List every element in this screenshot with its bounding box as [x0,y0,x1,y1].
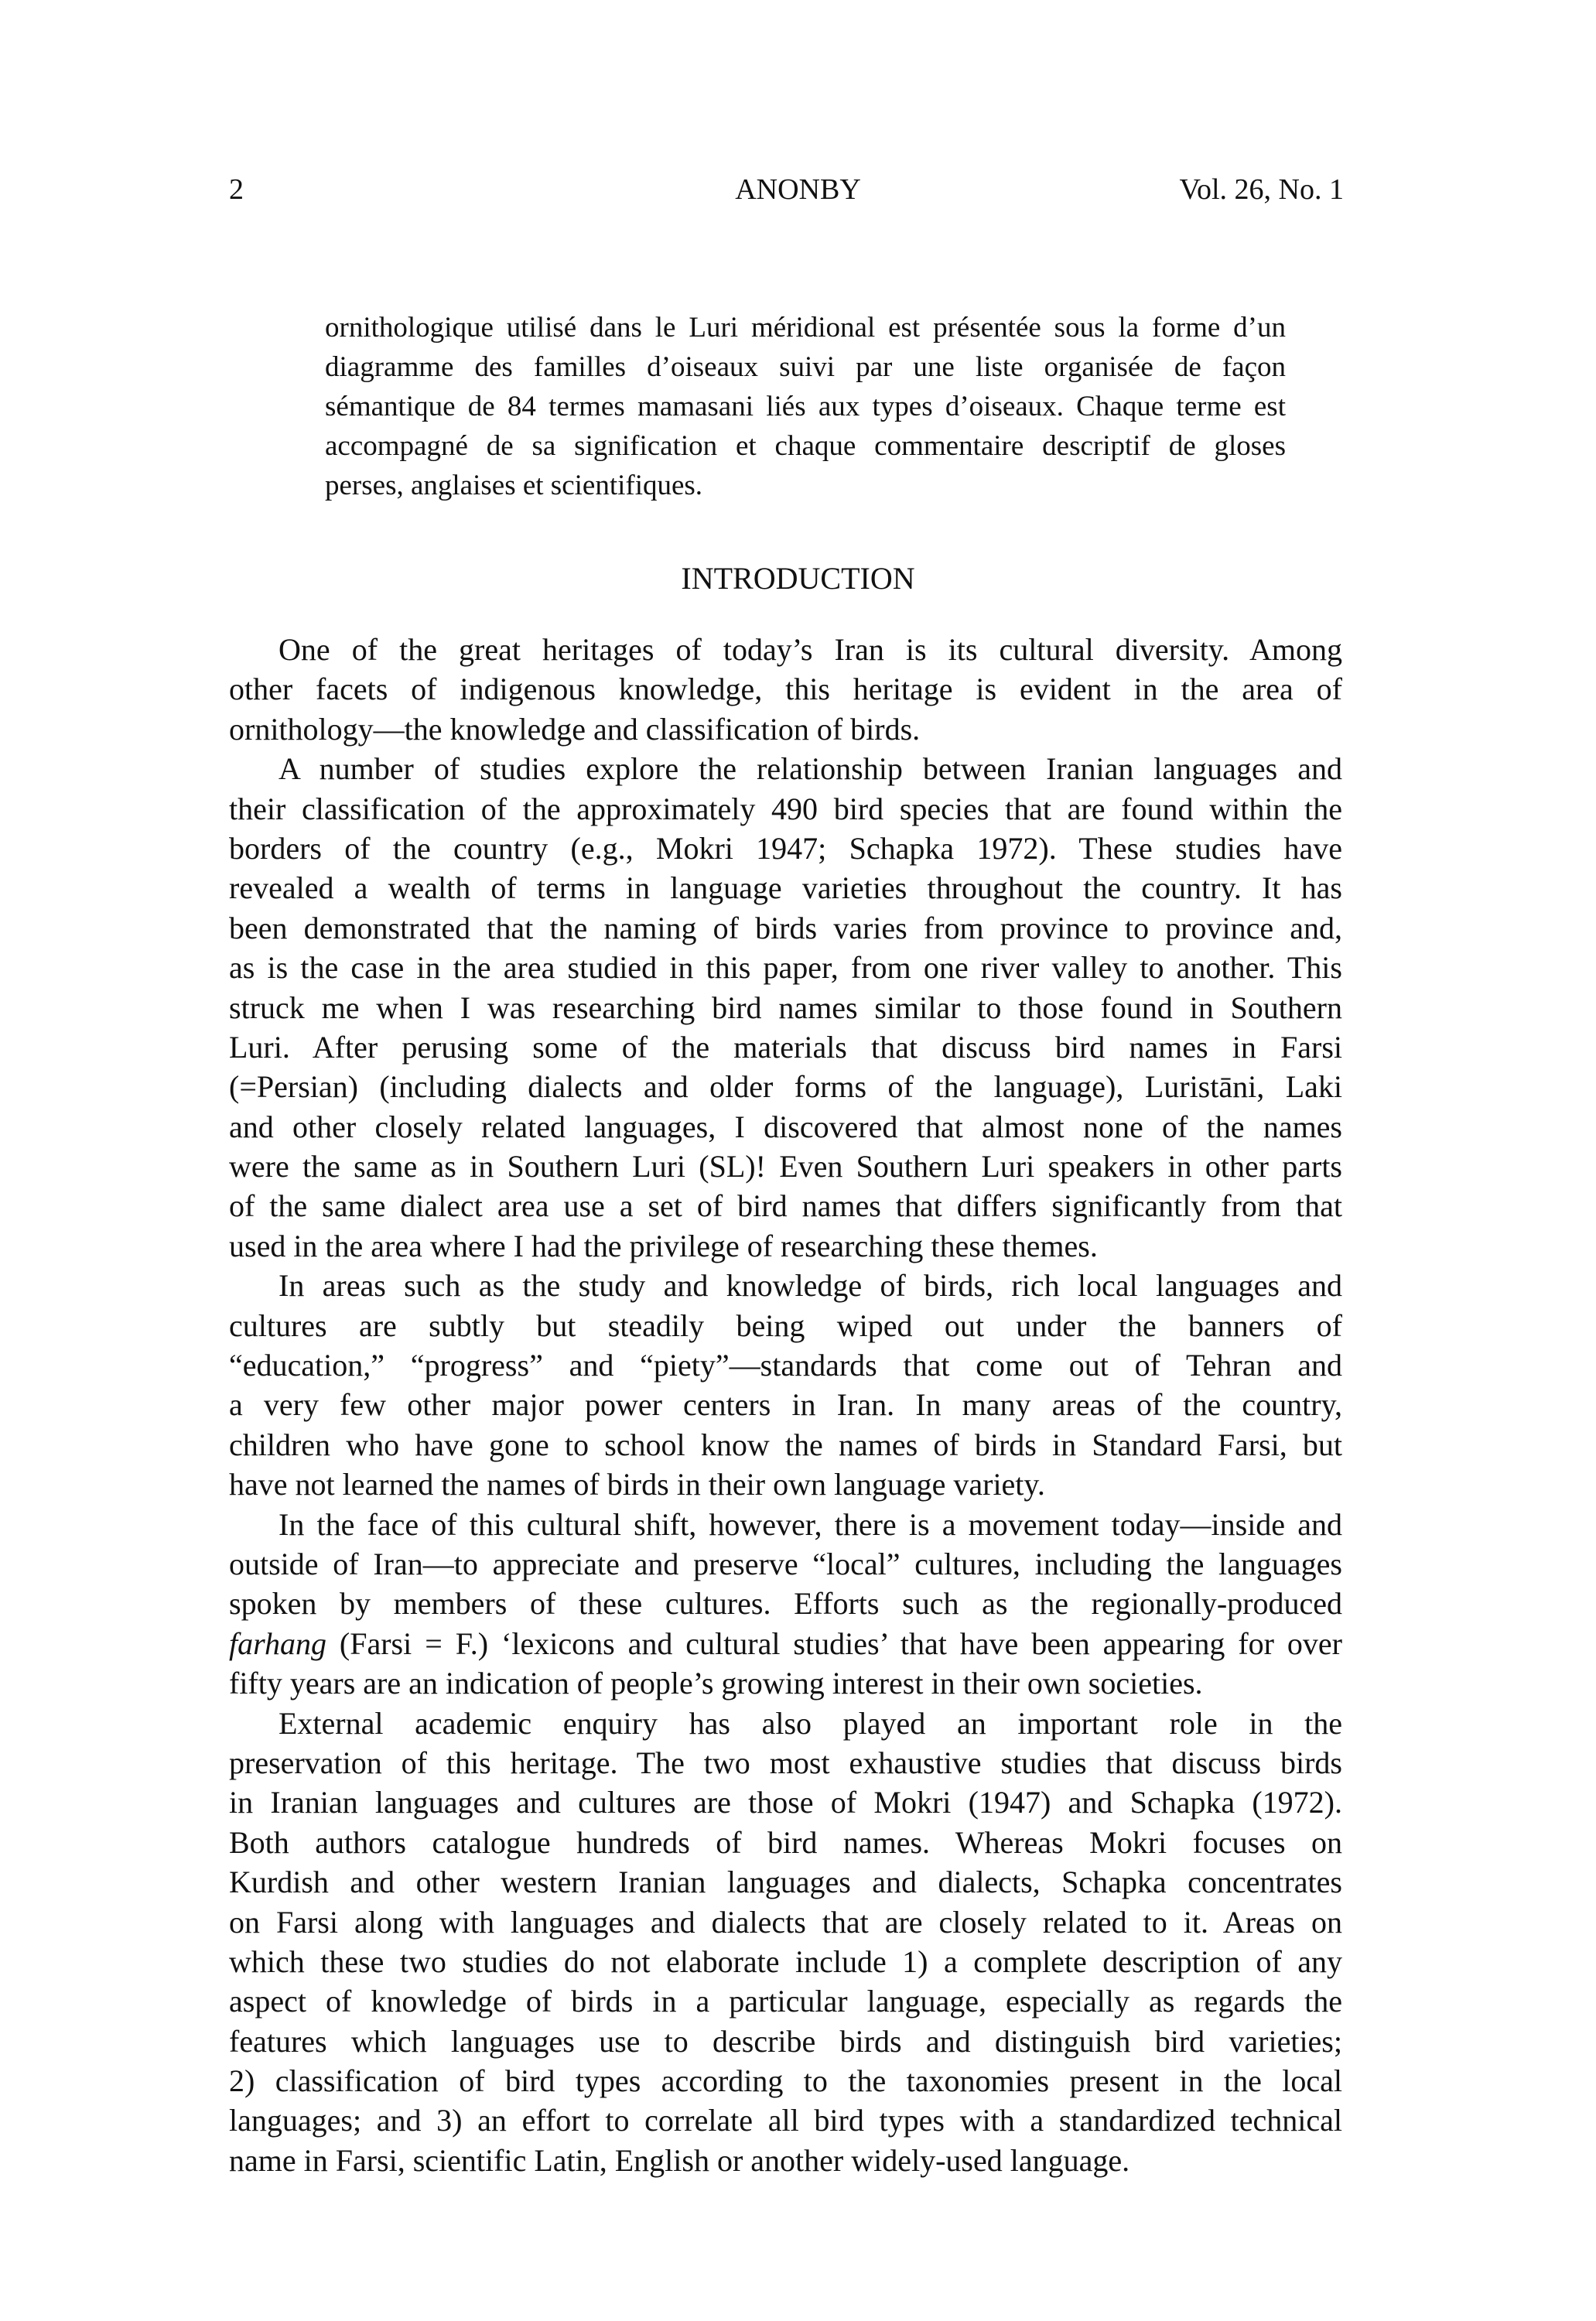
text-line: ornithology—the knowledge and classification of birds. [229,711,921,747]
text-line: 2) classification of bird types according to the taxonomies present in the local [229,2063,1342,2099]
text-line: In areas such as the study and knowledge of birds, rich local languages and [279,1268,1342,1304]
text-line: Kurdish and other western Iranian languages and dialects, Schapka concentrates [229,1865,1342,1900]
text-line: other facets of indigenous knowledge, this heritage is evident in the area of [229,672,1342,707]
text-line: Both authors catalogue hundreds of bird names. Whereas Mokri focuses on [229,1824,1342,1860]
text-line: In the face of this cultural shift, however, there is a movement today—inside and [279,1506,1342,1542]
body-text [229,630,1342,2180]
text-line: have not learned the names of birds in their own language variety. [229,1467,1045,1502]
text-line: were the same as in Southern Luri (SL)! Even Southern Luri speakers in other parts [229,1149,1342,1184]
paragraph [229,1704,1342,2181]
text-line: (=Persian) (including dialects and older forms of the language), Luristāni, Laki [229,1069,1342,1105]
text-line: name in Farsi, scientific Latin, English or another widely-used language. [229,2142,1130,2178]
text-line: “education,” “progress” and “piety”—standards that come out of Tehran and [229,1348,1342,1383]
text-line: of the same dialect area use a set of bird names that differs significantly from that [229,1188,1342,1224]
text-line: External academic enquiry has also played an important role in the [279,1705,1342,1741]
text-line: outside of Iran—to appreciate and preserve “local” cultures, including the languages [229,1546,1342,1581]
paragraph [229,1505,1342,1704]
text-line: accompagné de sa signification et chaque commentaire descriptif de gloses [325,430,1286,462]
text-line: borders of the country (e.g., Mokri 1947; Schapka 1972). These studies have [229,830,1342,866]
text-line: aspect of knowledge of birds in a particular language, especially as regards the [229,1984,1342,2019]
running-head-author: ANONBY [735,173,861,206]
text-line: been demonstrated that the naming of birds varies from province to province and, [229,910,1342,945]
text-line: their classification of the approximately 490 bird species that are found within the [229,791,1342,826]
text-line: struck me when I was researching bird names similar to those found in Southern [229,990,1342,1025]
text-line: languages; and 3) an effort to correlate all bird types with a standardized technical [229,2103,1342,2138]
line-text: (Farsi = F.) ‘lexicons and cultural studies’ that have been appearing for over [326,1625,1342,1661]
text-line: Luri. After perusing some of the materials that discuss bird names in Farsi [229,1029,1342,1065]
paragraph [229,1266,1342,1504]
text-line: on Farsi along with languages and dialects that are closely related to it. Areas on [229,1904,1342,1940]
paragraph [229,630,1342,749]
text-line: as is the case in the area studied in this paper, from one river valley to another. This [229,950,1342,986]
text-line: preservation of this heritage. The two most exhaustive studies that discuss birds [229,1745,1342,1780]
text-line: One of the great heritages of today’s Iran is its cultural diversity. Among [279,632,1342,667]
text-line: in Iranian languages and cultures are those of Mokri (1947) and Schapka (1972). [229,1785,1342,1820]
text-line: a very few other major power centers in Iran. In many areas of the country, [229,1387,1342,1423]
text-line: and other closely related languages, I discovered that almost none of the names [229,1109,1342,1144]
page-number: 2 [229,173,244,206]
text-line: spoken by members of these cultures. Efforts such as the regionally-produced [229,1586,1342,1622]
text-line: diagramme des familles d’oiseaux suivi par une liste organisée de façon [325,351,1286,383]
text-line: fifty years are an indication of people’s growing interest in their own societies. [229,1666,1203,1701]
italic-term: farhang [229,1625,326,1661]
text-line: revealed a wealth of terms in language varieties throughout the country. It has [229,870,1342,906]
text-line: cultures are subtly but steadily being wiped out under the banners of [229,1307,1342,1343]
text-line: which these two studies do not elaborate include 1) a complete description of any [229,1943,1342,1979]
abstract-french [325,308,1286,505]
text-line: perses, anglaises et scientifiques. [325,470,703,501]
text-line: A number of studies explore the relationship between Iranian languages and [279,751,1342,787]
section-heading: INTRODUCTION [681,561,915,596]
text-line: ornithologique utilisé dans le Luri méridional est présentée sous la forme d’un [325,312,1286,344]
running-head-volume: Vol. 26, No. 1 [1179,173,1344,206]
text-line: children who have gone to school know the names of birds in Standard Farsi, but [229,1427,1342,1462]
text-line [229,1624,1342,1663]
paragraph [229,749,1342,1266]
text-line: used in the area where I had the privilege of researching these themes. [229,1228,1098,1263]
text-line: features which languages use to describe birds and distinguish bird varieties; [229,2023,1342,2059]
text-line: sémantique de 84 termes mamasani liés aux types d’oiseaux. Chaque terme est [325,391,1286,422]
